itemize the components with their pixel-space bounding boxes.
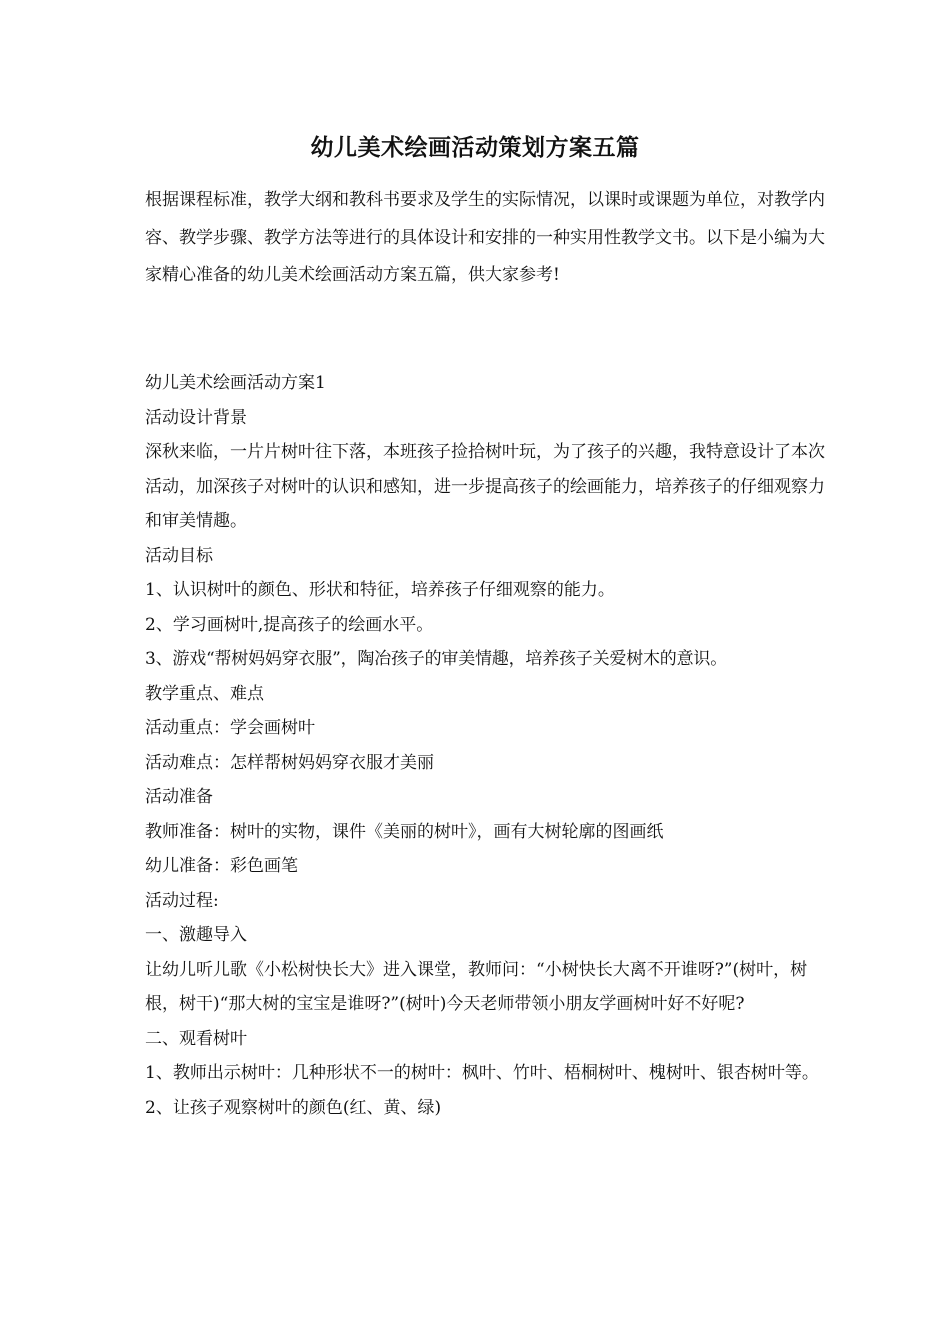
list-item: 3、游戏“帮树妈妈穿衣服”，陶冶孩子的审美情趣，培养孩子关爱树木的意识。 [145,649,727,669]
subheading: 教学重点、难点 [145,683,264,704]
section-heading: 幼儿美术绘画活动方案1 [145,373,326,393]
subheading: 二、观看树叶 [145,1028,247,1049]
text-line: 活动难点：怎样帮树妈妈穿衣服才美丽 [145,752,434,773]
subheading: 一、激趣导入 [145,925,247,945]
paragraph: 让幼儿听儿歌《小松树快长大》进入课堂，教师问：“小树快长大离不开谁呀?”(树叶，树根，树干)“那大树的宝宝是谁呀?”(树叶)今天老师带领小朋友学画树叶好不好呢? [145,959,808,1014]
paragraph: 1、教师出示树叶：几种形状不一的树叶：枫叶、竹叶、梧桐树叶、槐树叶、银杏树叶等。 [145,1063,819,1083]
text-line: 活动重点：学会画树叶 [145,718,315,738]
subheading: 活动过程: [145,890,219,911]
subheading: 活动准备 [145,787,213,807]
intro-paragraph [145,182,825,295]
text-line: 幼儿准备：彩色画笔 [145,856,298,876]
document-body [145,366,825,1125]
list-item: 1、认识树叶的颜色、形状和特征，培养孩子仔细观察的能力。 [145,580,615,600]
subheading: 活动目标 [145,545,213,566]
list-item: 2、学习画树叶,提高孩子的绘画水平。 [145,614,434,635]
text-line: 教师准备：树叶的实物，课件《美丽的树叶》，画有大树轮廓的图画纸 [145,821,664,842]
intro-text: 根据课程标准，教学大纲和教科书要求及学生的实际情况，以课时或课题为单位，对教学内容、教学步骤、教学方法等进行的具体设计和安排的一种实用性教学文书。以下是小编为大家精心准备的幼儿美术绘画活动方案五篇，供大家参考! [145,190,825,285]
subheading: 活动设计背景 [145,407,247,428]
paragraph: 深秋来临，一片片树叶往下落，本班孩子捡拾树叶玩，为了孩子的兴趣，我特意设计了本次活动，加深孩子对树叶的认识和感知，进一步提高孩子的绘画能力，培养孩子的仔细观察力和审美情趣。 [145,442,825,531]
document-title: 幼儿美术绘画活动策划方案五篇 [310,134,640,161]
list-item: 2、让孩子观察树叶的颜色(红、黄、绿) [145,1097,442,1118]
